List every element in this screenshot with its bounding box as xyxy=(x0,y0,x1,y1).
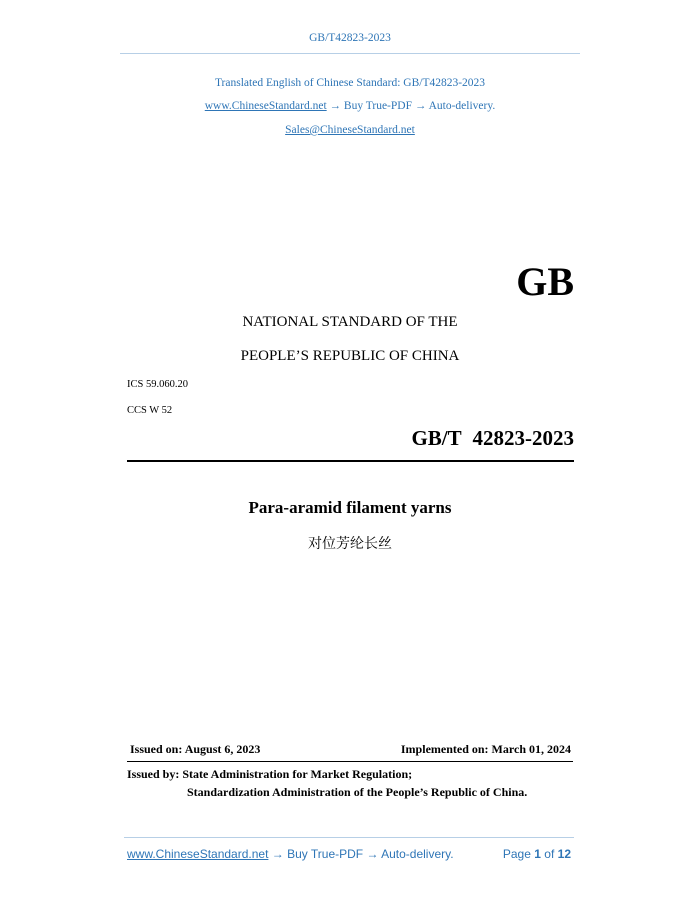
page-total: 12 xyxy=(557,847,571,861)
gb-logo: GB xyxy=(516,259,574,304)
promo-email-link[interactable]: Sales@ChineseStandard.net xyxy=(285,124,415,136)
page-current: 1 xyxy=(534,847,541,861)
footer-promo xyxy=(127,847,454,861)
issued-by-line-1: Issued by: State Administration for Market Regulation; xyxy=(127,767,413,781)
issued-on-date: Issued on: August 6, 2023 xyxy=(130,742,261,756)
national-standard-line-1: NATIONAL STANDARD OF THE xyxy=(242,314,458,330)
issue-date-rule xyxy=(127,761,573,762)
document-title-chinese: 对位芳纶长丝 xyxy=(308,536,392,552)
footer-site-text: → Buy True-PDF → Auto-delivery. xyxy=(268,847,454,861)
standard-number-rule xyxy=(127,460,574,462)
running-header: GB/T42823-2023 xyxy=(309,32,391,44)
ccs-code: CCS W 52 xyxy=(127,405,173,416)
ics-code: ICS 59.060.20 xyxy=(127,379,188,390)
promo-site-text: → Buy True-PDF → Auto-delivery. xyxy=(326,100,496,112)
issued-by-line-2: Standardization Administration of the People’s Republic of China. xyxy=(187,785,528,799)
footer-site-link[interactable]: www.ChineseStandard.net xyxy=(127,847,269,861)
translation-notice: Translated English of Chinese Standard: GB/T42823-2023 xyxy=(214,77,486,89)
promo-site-line xyxy=(0,100,700,112)
promo-site-link[interactable]: www.ChineseStandard.net xyxy=(204,100,327,112)
standard-number: GB/T 42823-2023 xyxy=(411,426,574,450)
promo-email-line xyxy=(0,124,700,136)
national-standard-line-2: PEOPLE’S REPUBLIC OF CHINA xyxy=(240,348,460,364)
document-title-english: Para-aramid filament yarns xyxy=(248,498,452,517)
header-divider xyxy=(120,53,580,54)
page-label: Page xyxy=(502,847,531,861)
implemented-on-date: Implemented on: March 01, 2024 xyxy=(400,742,571,756)
page-of: of xyxy=(544,847,555,861)
page-indicator xyxy=(503,847,571,861)
footer-divider xyxy=(124,837,574,838)
